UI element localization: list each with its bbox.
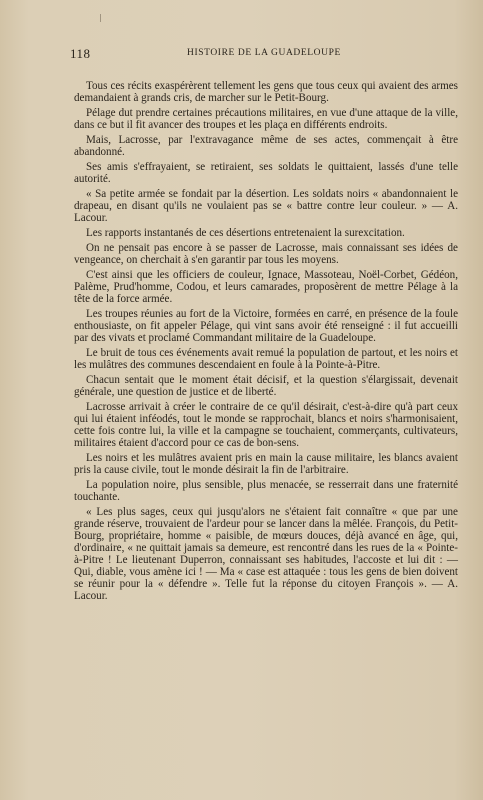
running-title: HISTOIRE DE LA GUADELOUPE [187,48,341,58]
paragraph: Les troupes réunies au fort de la Victoire, formées en carré, en présence de la foule enthousiaste, on fit appeler Pélage, qui vint sans avoir été renseigné : il fut accueilli par des vivats et proclamé Commandant militaire de la Guadeloupe. [74,307,458,345]
body-text [74,80,458,605]
paragraph: Pélage dut prendre certaines précautions militaires, en vue d'une attaque de la ville, dans ce but il fit avancer des troupes et les plaça en différents endroits. [74,106,458,132]
page-number: 118 [70,46,91,61]
paragraph: On ne pensait pas encore à se passer de Lacrosse, mais connaissant ses idées de vengeance, on cherchait à s'en garantir par tous les moyens. [74,241,458,266]
paragraph: Le bruit de tous ces événements avait remué la population de partout, et les noirs et les mulâtres des communes descendaient en foule à la Pointe-à-Pitre. [74,346,458,371]
paragraph: Les noirs et les mulâtres avaient pris en main la cause militaire, les blancs avaient pris la cause civile, tout le monde désirait la fin de l'arbitraire. [74,452,458,477]
paragraph: C'est ainsi que les officiers de couleur, Ignace, Massoteau, Noël-Corbet, Gédéon, Palème, Prud'homme, Codou, et leurs camarades, proposèrent de mettre Pélage à la tête de la force armée. [74,268,458,305]
paragraph: La population noire, plus sensible, plus menacée, se resserrait dans une fraternité touchante. [74,478,458,504]
paragraph: Les rapports instantanés de ces désertions entretenaient la surexcitation. [86,226,405,239]
page-header [70,46,453,62]
paragraph: Chacun sentait que le moment était décisif, et la question s'élargissait, devenait générale, une question de justice et de liberté. [74,373,458,398]
margin-mark [100,14,101,22]
paragraph: « Sa petite armée se fondait par la désertion. Les soldats noirs « abandonnaient le drapeau, en disant qu'ils ne voulaient pas se « battre contre leur couleur. » — A. Lacour. [74,187,458,225]
paragraph: « Les plus sages, ceux qui jusqu'alors ne s'étaient fait connaître « que par une grande réserve, trouvaient de l'ardeur pour se lancer dans la mêlée. François, du Petit-Bourg, propriétaire, homme « paisible, de mœurs douces, déjà avancé en âge, qui, d'ordinaire, « ne quittait jamais sa demeure, est rencontré dans les rues de la « Pointe-à-Pitre ! Le lieutenant Duperron, connaissant ses habitudes, l'accoste et lui dit : — Qui, diable, vous amène ici ! — Ma « case est attaquée : tous les gens de bien doivent se réunir pour la « défendre ». Telle fut la réponse du citoyen François ». — A. Lacour. [74,505,458,603]
paragraph: Ses amis s'effrayaient, se retiraient, ses soldats le quittaient, lassés d'une telle autorité. [74,160,458,185]
paragraph: Tous ces récits exaspérèrent tellement les gens que tous ceux qui avaient des armes demandaient à grands cris, de marcher sur le Petit-Bourg. [74,80,458,105]
paragraph: Lacrosse arrivait à créer le contraire de ce qu'il désirait, c'est-à-dire qu'à part ceux qui lui étaient inféodés, tout le monde se rapprochait, blancs et noirs s'harmonisaient, cette fois contre lui, la ville et la campagne se touchaient, commerçants, cultivateurs, militaires étaient d'accord pour ce cas de bon-sens. [74,400,458,450]
paragraph: Mais, Lacrosse, par l'extravagance même de ses actes, commençait à être abandonné. [74,133,458,159]
